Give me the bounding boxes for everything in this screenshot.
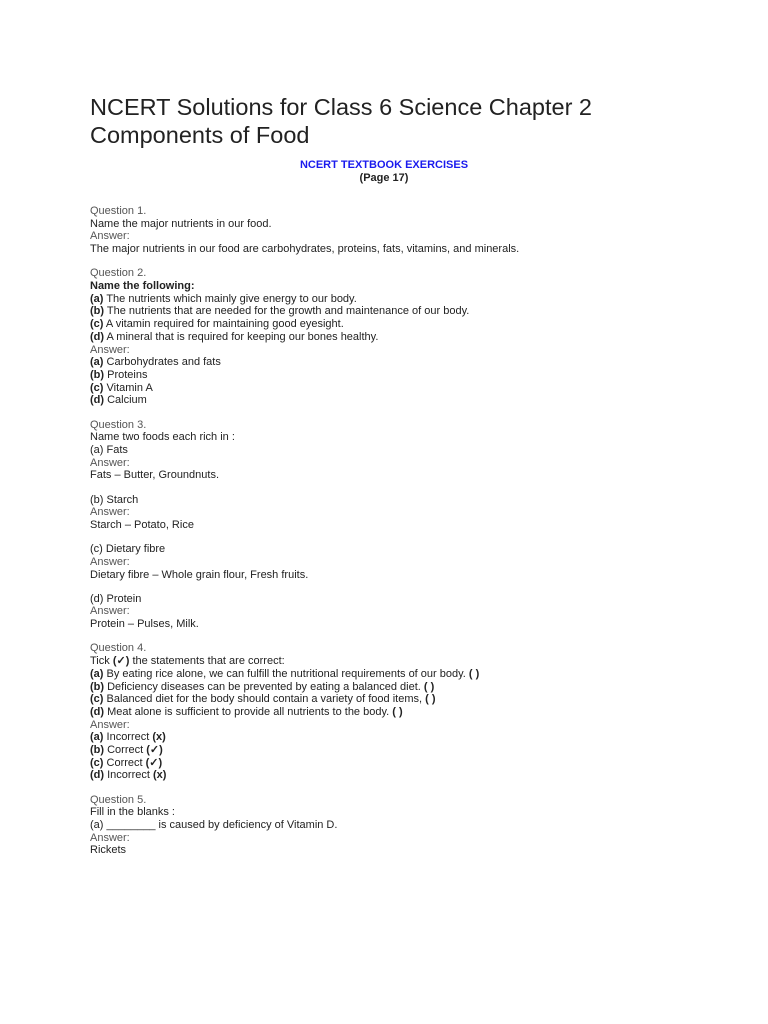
document-page: [90, 93, 690, 857]
answer-label: Answer:: [90, 230, 130, 243]
answer-label: Answer:: [90, 456, 130, 469]
question-label: Question 5.: [90, 793, 147, 806]
question-part: (a) ________ is caused by deficiency of Vitamin D.: [90, 819, 338, 832]
question-text: Name two foods each rich in :: [90, 431, 235, 444]
question-part: (a) Fats: [90, 443, 128, 456]
list-item: (d) Meat alone is sufficient to provide all nutrients to the body. ( ): [90, 705, 403, 718]
question-3-part-b: [90, 494, 690, 532]
answer-label: Answer:: [90, 831, 130, 844]
title-line-1: NCERT Solutions for Class 6 Science Chapter 2: [90, 94, 593, 120]
list-item: (c) Balanced diet for the body should contain a variety of food items, ( ): [90, 693, 436, 706]
answer-item: (b) Correct (✓): [90, 744, 163, 757]
answer-text: Rickets: [90, 844, 127, 857]
list-item: (c) A vitamin required for maintaining good eyesight.: [90, 318, 344, 331]
answer-item: (c) Vitamin A: [90, 381, 153, 394]
list-item: (a) By eating rice alone, we can fulfill the nutritional requirements of our body. ( ): [90, 667, 480, 680]
answer-item: (b) Proteins: [90, 368, 148, 381]
answer-label: Answer:: [90, 555, 130, 568]
question-text: Name the major nutrients in our food.: [90, 217, 272, 230]
answer-text: The major nutrients in our food are carbohydrates, proteins, fats, vitamins, and minerals.: [90, 243, 520, 256]
list-item: (b) The nutrients that are needed for the growth and maintenance of our body.: [90, 305, 470, 318]
answer-label: Answer:: [90, 343, 130, 356]
answer-text: Starch – Potato, Rice: [90, 518, 194, 531]
question-label: Question 2.: [90, 267, 147, 280]
list-item: (a) The nutrients which mainly give energy to our body.: [90, 292, 357, 305]
question-label: Question 1.: [90, 205, 147, 217]
answer-label: Answer:: [90, 718, 130, 731]
question-part: (d) Protein: [90, 592, 142, 605]
question-label: Question 3.: [90, 418, 147, 431]
page-title: [90, 93, 690, 149]
question-part: (b) Starch: [90, 493, 139, 506]
list-item: (b) Deficiency diseases can be prevented by eating a balanced diet. ( ): [90, 680, 435, 693]
question-4: [90, 642, 690, 782]
question-heading: Name the following:: [90, 280, 195, 293]
title-line-2: Components of Food: [90, 122, 310, 148]
question-1: [90, 205, 690, 256]
answer-text: Fats – Butter, Groundnuts.: [90, 469, 220, 482]
exercises-heading: NCERT TEXTBOOK EXERCISES: [299, 159, 469, 171]
question-part: (c) Dietary fibre: [90, 543, 166, 556]
question-3-part-d: [90, 593, 690, 631]
answer-label: Answer:: [90, 506, 130, 519]
question-2: [90, 267, 690, 407]
question-3-part-c: [90, 543, 690, 581]
list-item: (d) A mineral that is required for keeping our bones healthy.: [90, 330, 379, 343]
question-text: Fill in the blanks :: [90, 806, 175, 819]
question-label: Question 4.: [90, 642, 147, 655]
question-3: [90, 419, 690, 483]
question-text: Tick (✓) the statements that are correct:: [90, 655, 285, 668]
question-5: [90, 794, 690, 858]
answer-item: (d) Incorrect (x): [90, 769, 167, 782]
answer-item: (a) Incorrect (x): [90, 731, 166, 744]
tick-mark: (✓): [112, 655, 130, 668]
answer-text: Protein – Pulses, Milk.: [90, 618, 199, 631]
answer-text: Dietary fibre – Whole grain flour, Fresh fruits.: [90, 568, 309, 581]
exercises-page-ref: (Page 17): [359, 172, 409, 184]
answer-item: (c) Correct (✓): [90, 756, 163, 769]
answer-item: (d) Calcium: [90, 394, 147, 407]
answer-label: Answer:: [90, 605, 130, 618]
answer-item: (a) Carbohydrates and fats: [90, 356, 221, 369]
